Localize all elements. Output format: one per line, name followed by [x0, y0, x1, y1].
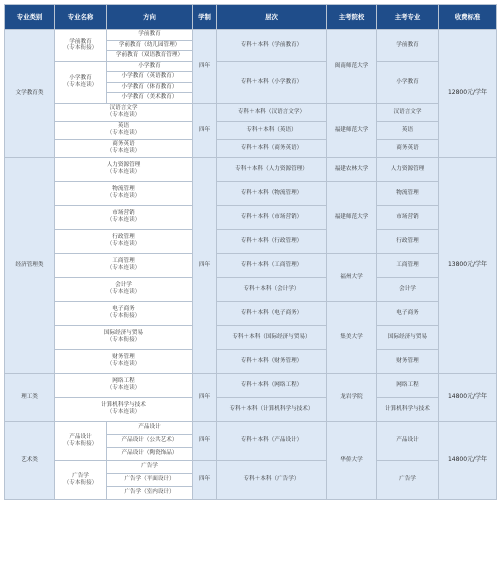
- table-row: [5, 421, 497, 434]
- level-cell: 专科＋本科（小学教育）: [217, 61, 327, 103]
- school-cell: 闽南师范大学: [327, 30, 377, 104]
- major-name: 工商管理: [112, 258, 135, 265]
- major-type: （专本衔接）: [63, 45, 98, 52]
- major-cell: [55, 349, 193, 373]
- school-cell: 福建师范大学: [327, 181, 377, 253]
- direction-cell: 广告学（室内设计）: [107, 486, 193, 499]
- level-cell: 专科＋本科（物流管理）: [217, 181, 327, 205]
- table-row: [5, 103, 497, 121]
- major-name: 人力资源管理: [106, 162, 141, 169]
- major-type: （专本连读）: [106, 265, 141, 271]
- exam-major-cell: 英语: [377, 121, 439, 139]
- level-cell: 专科＋本科（产品设计）: [217, 421, 327, 460]
- direction-cell: 小学教育: [107, 61, 193, 72]
- school-cell: 龙岩学院: [327, 373, 377, 421]
- header-level: 层次: [217, 5, 327, 30]
- enrollment-table-container: [4, 4, 496, 500]
- level-cell: 专科＋本科（英语）: [217, 121, 327, 139]
- level-cell: 专科＋本科（会计学）: [217, 277, 327, 301]
- major-cell: [55, 460, 107, 499]
- exam-major-cell: 商务英语: [377, 139, 439, 157]
- major-name: 小学教育: [69, 75, 92, 82]
- category-cell: 文学教育类: [5, 30, 55, 158]
- table-row: [5, 205, 497, 229]
- major-type: （专本连读）: [63, 82, 98, 88]
- major-type: （专本衔接）: [106, 313, 141, 319]
- exam-major-cell: 市场营销: [377, 205, 439, 229]
- exam-major-cell: 小学教育: [377, 61, 439, 103]
- category-cell: 理工类: [5, 373, 55, 421]
- major-name: 会计学: [115, 282, 132, 289]
- table-row: [5, 157, 497, 181]
- major-name: 行政管理: [112, 234, 135, 241]
- exam-major-cell: 计算机科学与技术: [377, 397, 439, 421]
- major-cell: [55, 397, 193, 421]
- major-name: 电子商务: [112, 306, 135, 313]
- major-name: 物流管理: [112, 186, 135, 193]
- level-cell: 专科＋本科（计算机科学与技术）: [217, 397, 327, 421]
- direction-cell: 小学教育（英语教育）: [107, 72, 193, 83]
- major-name: 计算机科学与技术: [101, 402, 146, 409]
- fee-cell: 13800元/学年: [439, 157, 497, 373]
- table-row: [5, 460, 497, 473]
- major-name: 财务管理: [112, 354, 135, 361]
- major-type: （专本连读）: [106, 361, 141, 367]
- category-cell: 艺术类: [5, 421, 55, 499]
- major-cell: [55, 61, 107, 103]
- exam-major-cell: 财务管理: [377, 349, 439, 373]
- level-cell: 专科＋本科（网络工程）: [217, 373, 327, 397]
- level-cell: 专科＋本科（财务管理）: [217, 349, 327, 373]
- exam-major-cell: 工商管理: [377, 253, 439, 277]
- major-cell: [55, 229, 193, 253]
- major-name: 市场营销: [112, 210, 135, 217]
- duration-cell: 四年: [193, 460, 217, 499]
- major-type: （专本连读）: [106, 409, 141, 415]
- level-cell: 专科＋本科（行政管理）: [217, 229, 327, 253]
- major-name: 网络工程: [112, 378, 135, 385]
- major-cell: [55, 301, 193, 325]
- direction-cell: 小学教育（体育教育）: [107, 82, 193, 93]
- duration-cell: 四年: [193, 421, 217, 460]
- school-cell: 福州大学: [327, 253, 377, 301]
- header-fee: 收费标准: [439, 5, 497, 30]
- table-row: [5, 181, 497, 205]
- fee-cell: 14800元/学年: [439, 373, 497, 421]
- fee-cell: 14800元/学年: [439, 421, 497, 499]
- table-row: [5, 253, 497, 277]
- header-exam-major: 主考专业: [377, 5, 439, 30]
- table-row: [5, 277, 497, 301]
- major-cell: [55, 373, 193, 397]
- header-duration: 学制: [193, 5, 217, 30]
- school-cell: 集美大学: [327, 301, 377, 373]
- duration-cell: 四年: [193, 373, 217, 421]
- major-type: （专本连读）: [106, 289, 141, 295]
- major-cell: [55, 30, 107, 62]
- major-type: （专本连读）: [106, 241, 141, 247]
- duration-cell: 四年: [193, 103, 217, 157]
- table-row: [5, 121, 497, 139]
- major-name: 学前教育: [69, 38, 92, 45]
- major-cell: [55, 181, 193, 205]
- major-type: （专本连读）: [106, 217, 141, 223]
- category-cell: 经济管理类: [5, 157, 55, 373]
- major-cell: [55, 157, 193, 181]
- direction-cell: 产品设计（陶瓷饰品）: [107, 447, 193, 460]
- direction-cell: 学前教育: [107, 30, 193, 41]
- exam-major-cell: 人力资源管理: [377, 157, 439, 181]
- major-type: （专本连读）: [106, 385, 141, 391]
- level-cell: 专科＋本科（人力资源管理）: [217, 157, 327, 181]
- major-name: 汉语言文学: [109, 105, 138, 112]
- major-cell: [55, 325, 193, 349]
- exam-major-cell: 网络工程: [377, 373, 439, 397]
- major-type: （专本衔接）: [63, 440, 98, 447]
- header-major: 专业名称: [55, 5, 107, 30]
- exam-major-cell: 物流管理: [377, 181, 439, 205]
- exam-major-cell: 电子商务: [377, 301, 439, 325]
- table-row: [5, 61, 497, 72]
- school-cell: 福建农林大学: [327, 157, 377, 181]
- major-cell: [55, 421, 107, 460]
- major-name: 英语: [117, 123, 130, 130]
- major-cell: [55, 121, 193, 139]
- direction-cell: 学前教育（双语教育管理）: [107, 51, 193, 62]
- major-name: 国际经济与贸易: [103, 330, 144, 337]
- direction-cell: 小学教育（美术教育）: [107, 93, 193, 104]
- header-category: 专业类别: [5, 5, 55, 30]
- major-cell: [55, 139, 193, 157]
- table-row: [5, 349, 497, 373]
- direction-cell: 产品设计（公共艺术）: [107, 434, 193, 447]
- direction-cell: 广告学（平面设计）: [107, 473, 193, 486]
- level-cell: 专科＋本科（商务英语）: [217, 139, 327, 157]
- exam-major-cell: 学前教育: [377, 30, 439, 62]
- level-cell: 专科＋本科（汉语言文学）: [217, 103, 327, 121]
- exam-major-cell: 产品设计: [377, 421, 439, 460]
- major-type: （专本连读）: [106, 148, 141, 154]
- school-cell: 福建师范大学: [327, 103, 377, 157]
- major-cell: [55, 253, 193, 277]
- major-type: （专本连读）: [106, 112, 141, 118]
- table-row: [5, 139, 497, 157]
- table-row: [5, 30, 497, 41]
- exam-major-cell: 行政管理: [377, 229, 439, 253]
- table-row: [5, 301, 497, 325]
- direction-cell: 学前教育（幼儿园管理）: [107, 40, 193, 51]
- level-cell: 专科＋本科（广告学）: [217, 460, 327, 499]
- major-cell: [55, 103, 193, 121]
- major-cell: [55, 277, 193, 301]
- exam-major-cell: 国际经济与贸易: [377, 325, 439, 349]
- header-school: 主考院校: [327, 5, 377, 30]
- direction-cell: 广告学: [107, 460, 193, 473]
- level-cell: 专科＋本科（工商管理）: [217, 253, 327, 277]
- major-type: （专本衔接）: [106, 337, 141, 343]
- major-name: 产品设计: [69, 433, 92, 440]
- exam-major-cell: 会计学: [377, 277, 439, 301]
- fee-cell: 12800元/学年: [439, 30, 497, 158]
- table-row: [5, 325, 497, 349]
- table-row: [5, 397, 497, 421]
- table-row: [5, 373, 497, 397]
- school-cell: 华侨大学: [327, 421, 377, 499]
- major-type: （专本衔接）: [63, 479, 98, 486]
- header-direction: 方向: [107, 5, 193, 30]
- level-cell: 专科＋本科（市场营销）: [217, 205, 327, 229]
- major-type: （专本连读）: [106, 193, 141, 199]
- header-row: [5, 5, 497, 30]
- enrollment-table: [4, 4, 497, 500]
- major-cell: [55, 205, 193, 229]
- level-cell: 专科＋本科（国际经济与贸易）: [217, 325, 327, 349]
- major-name: 广告学: [72, 472, 89, 479]
- direction-cell: 产品设计: [107, 421, 193, 434]
- level-cell: 专科＋本科（学前教育）: [217, 30, 327, 62]
- major-name: 商务英语: [112, 141, 135, 148]
- major-type: （专本连读）: [106, 169, 141, 175]
- level-cell: 专科＋本科（电子商务）: [217, 301, 327, 325]
- duration-cell: 四年: [193, 157, 217, 373]
- exam-major-cell: 汉语言文学: [377, 103, 439, 121]
- table-row: [5, 229, 497, 253]
- major-type: （专本连读）: [106, 130, 141, 136]
- duration-cell: 四年: [193, 30, 217, 104]
- exam-major-cell: 广告学: [377, 460, 439, 499]
